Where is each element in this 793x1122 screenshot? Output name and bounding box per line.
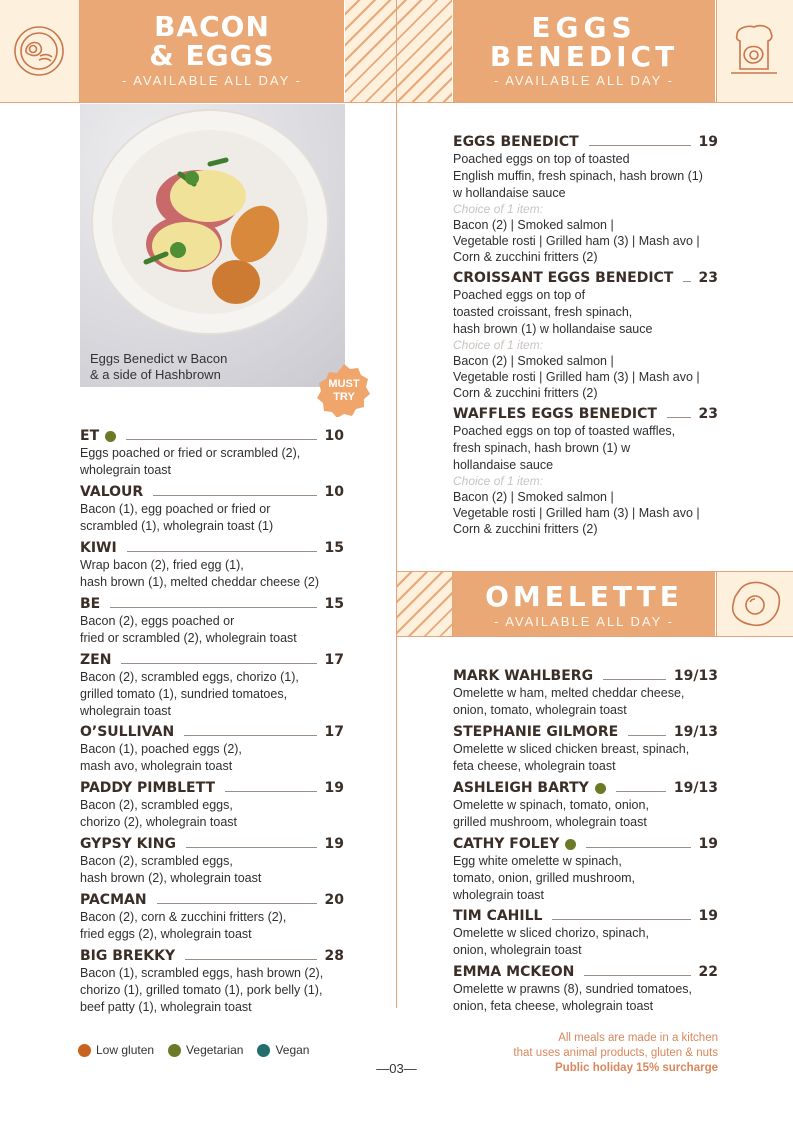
menu-item-name: CATHY FOLEY xyxy=(453,836,560,852)
menu-item-price: 19 xyxy=(324,836,344,852)
choice-options: Corn & zucchini fritters (2) xyxy=(453,522,598,536)
menu-item-price: 17 xyxy=(324,652,344,668)
menu-item xyxy=(453,134,718,265)
menu-item-description: Bacon (1), poached eggs (2), xyxy=(80,742,242,756)
legend-dot-icon xyxy=(168,1044,181,1057)
menu-item-header xyxy=(80,948,344,964)
dotted-leader xyxy=(589,145,691,146)
menu-item-header xyxy=(80,780,344,796)
legend-entry xyxy=(168,1043,243,1057)
choice-label: Choice of 1 item: xyxy=(453,202,544,216)
menu-item-name: VALOUR xyxy=(80,484,144,500)
menu-item-description: fresh spinach, hash brown (1) w xyxy=(453,441,631,455)
menu-item-header xyxy=(80,836,344,852)
menu-item xyxy=(80,484,344,534)
menu-item-price: 19 xyxy=(698,908,718,924)
menu-item-description: Omelette w sliced chicken breast, spinach, xyxy=(453,742,690,756)
dotted-leader xyxy=(552,919,690,920)
menu-item-header xyxy=(453,270,718,286)
menu-item-description: English muffin, fresh spinach, hash brown (1) xyxy=(453,169,703,183)
legend-dot-icon xyxy=(78,1044,91,1057)
menu-item-description: Omelette w prawns (8), sundried tomatoes, xyxy=(453,982,692,996)
menu-item-price: 15 xyxy=(324,596,344,612)
menu-item-description: wholegrain toast xyxy=(453,888,545,902)
menu-item-description: Omelette w ham, melted cheddar cheese, xyxy=(453,686,685,700)
menu-item-header xyxy=(80,892,344,908)
holiday-surcharge-note: Public holiday 15% surcharge xyxy=(555,1062,718,1074)
menu-item xyxy=(453,908,718,958)
menu-item xyxy=(453,964,718,1014)
dotted-leader xyxy=(616,791,666,792)
menu-item-name: PADDY PIMBLETT xyxy=(80,780,216,796)
menu-item-description: hash brown (2), wholegrain toast xyxy=(80,871,262,885)
menu-item-header xyxy=(453,724,718,740)
menu-item xyxy=(453,406,718,537)
menu-item-name: CROISSANT EGGS BENEDICT xyxy=(453,270,674,286)
legend-label: Vegan xyxy=(275,1043,310,1057)
menu-item-price: 19 xyxy=(324,780,344,796)
menu-item-description: Bacon (2), eggs poached or xyxy=(80,614,235,628)
choice-options: Corn & zucchini fritters (2) xyxy=(453,386,598,400)
choice-label: Choice of 1 item: xyxy=(453,474,544,488)
menu-item-name: BE xyxy=(80,596,101,612)
menu-item-header xyxy=(453,964,718,980)
menu-item-header xyxy=(80,428,344,444)
header-divider-left xyxy=(79,0,80,102)
menu-item-description: Omelette w spinach, tomato, onion, xyxy=(453,798,649,812)
menu-item-description: hollandaise sauce xyxy=(453,458,554,472)
menu-item-name: ZEN xyxy=(80,652,112,668)
menu-item-name: EMMA MCKEON xyxy=(453,964,575,980)
menu-item-price: 19/13 xyxy=(673,724,718,740)
menu-item-header xyxy=(80,484,344,500)
vegetarian-dot-icon xyxy=(565,839,576,850)
menu-item-description: Wrap bacon (2), fried egg (1), xyxy=(80,558,244,572)
choice-label: Choice of 1 item: xyxy=(453,338,544,352)
menu-item-header xyxy=(453,836,718,852)
choice-options: Vegetable rosti | Grilled ham (3) | Mash avo | xyxy=(453,234,700,248)
bacon-eggs-plate-icon xyxy=(12,24,66,78)
bacon-eggs-title-line2: & EGGS xyxy=(149,39,275,72)
menu-item xyxy=(80,948,344,1015)
bacon-eggs-subtitle: - AVAILABLE ALL DAY - xyxy=(121,73,303,88)
menu-item-description: w hollandaise sauce xyxy=(453,186,566,200)
menu-item-price: 19/13 xyxy=(673,780,718,796)
eggs-benedict-subtitle: - AVAILABLE ALL DAY - xyxy=(493,73,675,88)
menu-item-description: Bacon (1), scrambled eggs, hash brown (2), xyxy=(80,966,324,980)
dotted-leader xyxy=(157,903,317,904)
menu-item xyxy=(80,596,344,646)
menu-item-name: PACMAN xyxy=(80,892,147,908)
dotted-leader xyxy=(667,417,691,418)
menu-item-header xyxy=(80,596,344,612)
menu-item-name: EGGS BENEDICT xyxy=(453,134,579,150)
menu-item-description: chorizo (1), grilled tomato (1), pork belly (1), xyxy=(80,983,323,997)
page-number: —03— xyxy=(376,1061,417,1076)
menu-item-price: 10 xyxy=(324,484,344,500)
menu-item-description: hash brown (1), melted cheddar cheese (2) xyxy=(80,575,320,589)
hatch-pattern-omelette xyxy=(397,572,452,636)
menu-item xyxy=(453,724,718,774)
menu-item-name: GYPSY KING xyxy=(80,836,176,852)
photo-caption-line2: & a side of Hashbrown xyxy=(90,367,221,382)
menu-item xyxy=(80,724,344,774)
menu-item-price: 23 xyxy=(698,406,718,422)
menu-item-header xyxy=(453,668,718,684)
kitchen-allergen-note xyxy=(513,1031,718,1061)
bacon-eggs-header xyxy=(80,0,344,102)
menu-item-description: onion, feta cheese, wholegrain toast xyxy=(453,999,654,1013)
menu-item-header xyxy=(453,908,718,924)
menu-item-price: 17 xyxy=(324,724,344,740)
menu-item xyxy=(453,270,718,401)
menu-item xyxy=(80,540,344,590)
menu-item-description: Bacon (2), scrambled eggs, xyxy=(80,854,233,868)
menu-item-price: 28 xyxy=(324,948,344,964)
menu-item-name: BIG BREKKY xyxy=(80,948,176,964)
choice-options: Bacon (2) | Smoked salmon | xyxy=(453,354,614,368)
menu-item xyxy=(80,780,344,830)
choice-options: Bacon (2) | Smoked salmon | xyxy=(453,490,614,504)
menu-item-description: feta cheese, wholegrain toast xyxy=(453,759,616,773)
menu-item-description: Bacon (2), scrambled eggs, chorizo (1), xyxy=(80,670,299,684)
menu-item-description: Omelette w sliced chorizo, spinach, xyxy=(453,926,649,940)
legend-label: Vegetarian xyxy=(186,1043,244,1057)
menu-item-description: onion, tomato, wholegrain toast xyxy=(453,703,627,717)
menu-item-description: chorizo (2), wholegrain toast xyxy=(80,815,238,829)
menu-item-name: WAFFLES EGGS BENEDICT xyxy=(453,406,657,422)
omelette-divider-right xyxy=(716,572,717,636)
menu-item-description: scrambled (1), wholegrain toast (1) xyxy=(80,519,274,533)
legend-dot-icon xyxy=(257,1044,270,1057)
menu-item-name: STEPHANIE GILMORE xyxy=(453,724,619,740)
dotted-leader xyxy=(186,847,317,848)
choice-options: Vegetable rosti | Grilled ham (3) | Mash avo | xyxy=(453,370,700,384)
menu-item-description: wholegrain toast xyxy=(80,704,172,718)
menu-item-name: TIM CAHILL xyxy=(453,908,543,924)
menu-item xyxy=(453,836,718,903)
menu-item xyxy=(453,668,718,718)
menu-item-name: KIWI xyxy=(80,540,117,556)
omelette-header xyxy=(453,572,715,636)
dotted-leader xyxy=(683,281,690,282)
menu-item-price: 23 xyxy=(698,270,718,286)
menu-item-price: 15 xyxy=(324,540,344,556)
menu-item-description: Eggs poached or fried or scrambled (2), xyxy=(80,446,301,460)
vegetarian-dot-icon xyxy=(595,783,606,794)
menu-item-price: 19/13 xyxy=(673,668,718,684)
menu-item-header xyxy=(453,134,718,150)
dish-illustration xyxy=(80,104,345,387)
eggs-benedict-title-line1: EGGS xyxy=(531,11,637,44)
menu-item-description: Poached eggs on top of toasted waffles, xyxy=(453,424,676,438)
dotted-leader xyxy=(586,847,690,848)
dotted-leader xyxy=(225,791,316,792)
header-divider-right xyxy=(716,0,717,102)
fried-egg-icon xyxy=(728,578,784,630)
menu-item xyxy=(80,428,344,478)
center-divider xyxy=(396,0,397,1008)
dotted-leader xyxy=(628,735,666,736)
menu-item-description: tomato, onion, grilled mushroom, xyxy=(453,871,636,885)
menu-item-description: fried or scrambled (2), wholegrain toast xyxy=(80,631,297,645)
eggs-benedict-photo xyxy=(80,104,345,387)
menu-item-description: Bacon (1), egg poached or fried or xyxy=(80,502,271,516)
menu-item-header xyxy=(453,780,718,796)
kitchen-note-line2: that uses animal products, gluten & nuts xyxy=(513,1047,718,1059)
dotted-leader xyxy=(127,551,317,552)
menu-item-name: ET xyxy=(80,428,100,444)
menu-item-header xyxy=(453,406,718,422)
menu-item-description: grilled tomato (1), sundried tomatoes, xyxy=(80,687,288,701)
menu-item-name: ASHLEIGH BARTY xyxy=(453,780,589,796)
menu-item-header xyxy=(80,652,344,668)
menu-item-price: 19 xyxy=(698,134,718,150)
menu-item-description: Poached eggs on top of xyxy=(453,288,586,302)
dotted-leader xyxy=(584,975,690,976)
menu-item-price: 20 xyxy=(324,892,344,908)
eggs-benedict-title-line2: BENEDICT xyxy=(489,40,679,73)
must-try-line2: TRY xyxy=(333,391,355,403)
menu-item-header xyxy=(80,724,344,740)
must-try-line1: MUST xyxy=(328,378,360,390)
menu-item xyxy=(80,836,344,886)
menu-item-description: fried eggs (2), wholegrain toast xyxy=(80,927,252,941)
menu-item-description: Egg white omelette w spinach, xyxy=(453,854,622,868)
dotted-leader xyxy=(603,679,666,680)
dotted-leader xyxy=(185,959,316,960)
menu-item xyxy=(80,652,344,719)
dotted-leader xyxy=(184,735,316,736)
menu-item-description: onion, wholegrain toast xyxy=(453,943,582,957)
menu-item xyxy=(80,892,344,942)
menu-item-description: wholegrain toast xyxy=(80,463,172,477)
menu-item-price: 19 xyxy=(698,836,718,852)
menu-item-price: 22 xyxy=(698,964,718,980)
dotted-leader xyxy=(153,495,316,496)
menu-item-description: Poached eggs on top of toasted xyxy=(453,152,630,166)
menu-item-description: Bacon (2), corn & zucchini fritters (2), xyxy=(80,910,287,924)
omelette-divider-left xyxy=(452,572,453,636)
menu-item-description: beef patty (1), wholegrain toast xyxy=(80,1000,252,1014)
must-try-badge xyxy=(316,361,372,417)
omelette-bottom-rule xyxy=(396,636,793,637)
legend-label: Low gluten xyxy=(96,1043,155,1057)
dotted-leader xyxy=(121,663,316,664)
kitchen-note-line1: All meals are made in a kitchen xyxy=(558,1032,718,1044)
choice-options: Vegetable rosti | Grilled ham (3) | Mash avo | xyxy=(453,506,700,520)
menu-item-name: O’SULLIVAN xyxy=(80,724,175,740)
dotted-leader xyxy=(126,439,316,440)
menu-item-description: toasted croissant, fresh spinach, xyxy=(453,305,633,319)
choice-options: Bacon (2) | Smoked salmon | xyxy=(453,218,614,232)
menu-item-price: 10 xyxy=(324,428,344,444)
menu-item xyxy=(453,780,718,830)
legend-entry xyxy=(257,1043,309,1057)
omelette-subtitle: - AVAILABLE ALL DAY - xyxy=(493,614,675,629)
toast-egg-icon xyxy=(726,20,782,80)
dietary-legend xyxy=(78,1043,323,1057)
menu-item-name: MARK WAHLBERG xyxy=(453,668,594,684)
vegetarian-dot-icon xyxy=(105,431,116,442)
legend-entry xyxy=(78,1043,154,1057)
menu-item-description: mash avo, wholegrain toast xyxy=(80,759,233,773)
hatch-pattern-top xyxy=(345,0,452,102)
bacon-eggs-title-line1: BACON xyxy=(154,10,270,43)
omelette-title: OMELETTE xyxy=(485,580,683,613)
menu-item-description: grilled mushroom, wholegrain toast xyxy=(453,815,647,829)
photo-caption-line1: Eggs Benedict w Bacon xyxy=(90,351,228,366)
menu-item-description: hash brown (1) w hollandaise sauce xyxy=(453,322,653,336)
eggs-benedict-header xyxy=(453,0,715,102)
menu-item-description: Bacon (2), scrambled eggs, xyxy=(80,798,233,812)
photo-caption xyxy=(90,351,227,383)
dotted-leader xyxy=(110,607,316,608)
menu-item-header xyxy=(80,540,344,556)
choice-options: Corn & zucchini fritters (2) xyxy=(453,250,598,264)
